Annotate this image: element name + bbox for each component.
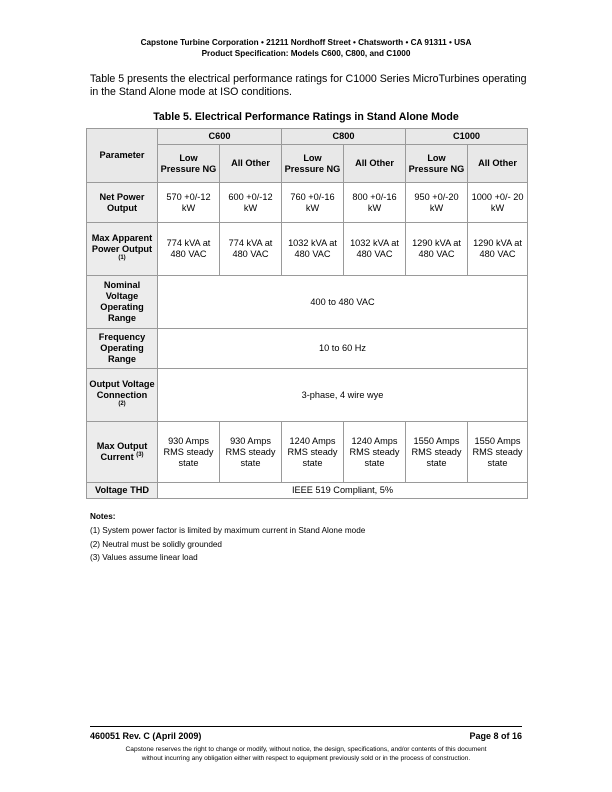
row-frequency	[87, 329, 528, 369]
table-cell: 1550 Amps RMS steady state	[468, 422, 528, 483]
group-header-c600: C600	[158, 129, 282, 145]
merged-value-cell: IEEE 519 Compliant, 5%	[158, 483, 528, 499]
subheader-c1000-low-pressure: Low Pressure NG	[406, 145, 468, 183]
notes-title: Notes:	[90, 512, 116, 521]
group-header-c800: C800	[282, 129, 406, 145]
table-cell: 1000 +0/- 20 kW	[468, 183, 528, 223]
subheader-c600-low-pressure: Low Pressure NG	[158, 145, 220, 183]
parameter-header: Parameter	[87, 129, 158, 183]
merged-value-cell: 3-phase, 4 wire wye	[158, 369, 528, 422]
table-cell: 800 +0/-16 kW	[344, 183, 406, 223]
row-label-text: Max Apparent Power Output	[91, 232, 153, 254]
header-product-line: Product Specification: Models C600, C800, and C1000	[201, 49, 411, 58]
table-cell: 570 +0/-12 kW	[158, 183, 220, 223]
row-label-output-voltage-connection	[87, 369, 158, 422]
row-label-frequency: Frequency Operating Range	[87, 329, 158, 369]
row-net-power-output	[87, 183, 528, 223]
footnote-ref-2: (2)	[118, 400, 126, 407]
footnote-ref-1: (1)	[118, 254, 126, 261]
subheader-c800-low-pressure: Low Pressure NG	[282, 145, 344, 183]
note-item: (3) Values assume linear load	[90, 553, 198, 563]
row-label-text: Output Voltage Connection	[89, 378, 155, 400]
header-company-line: Capstone Turbine Corporation • 21211 Nordhoff Street • Chatsworth • CA 91311 • USA	[140, 38, 472, 47]
table-cell: 774 kVA at 480 VAC	[220, 223, 282, 276]
page-header	[0, 37, 612, 59]
table-cell: 1550 Amps RMS steady state	[406, 422, 468, 483]
row-label-net-power: Net Power Output	[87, 183, 158, 223]
page-separator: of	[498, 731, 512, 741]
table-cell: 1290 kVA at 480 VAC	[406, 223, 468, 276]
merged-value-cell: 10 to 60 Hz	[158, 329, 528, 369]
footer-divider	[90, 726, 522, 727]
row-voltage-thd	[87, 483, 528, 499]
notes-section	[90, 510, 530, 565]
disclaimer-line: Capstone reserves the right to change or modify, without notice, the design, specifications, and/or contents of this document	[125, 746, 487, 753]
subheader-c800-all-other: All Other	[344, 145, 406, 183]
row-label-max-output-current	[87, 422, 158, 483]
page-label: Page	[469, 731, 494, 741]
note-item: (1) System power factor is limited by maximum current in Stand Alone mode	[90, 525, 366, 535]
intro-paragraph: Table 5 presents the electrical performance ratings for C1000 Series MicroTurbines operating in the Stand Alone mode at ISO conditions.	[90, 73, 527, 98]
table-cell: 930 Amps RMS steady state	[220, 422, 282, 483]
footnote-ref-3: (3)	[136, 451, 144, 458]
row-label-text: Max Output Current	[96, 441, 148, 462]
page-total: 16	[511, 731, 522, 741]
table-cell: 930 Amps RMS steady state	[158, 422, 220, 483]
row-label-max-apparent-power	[87, 223, 158, 276]
footer-disclaimer	[90, 745, 522, 763]
table-cell: 1240 Amps RMS steady state	[282, 422, 344, 483]
table-cell: 774 kVA at 480 VAC	[158, 223, 220, 276]
row-nominal-voltage	[87, 276, 528, 329]
footer-page-number	[469, 731, 522, 741]
merged-value-cell: 400 to 480 VAC	[158, 276, 528, 329]
row-max-apparent-power	[87, 223, 528, 276]
disclaimer-line: without incurring any obligation either with respect to equipment previously sold or in the process of construction.	[141, 755, 471, 762]
row-output-voltage-connection	[87, 369, 528, 422]
table-cell: 760 +0/-16 kW	[282, 183, 344, 223]
group-header-c1000: C1000	[406, 129, 528, 145]
footer-doc-id: 460051 Rev. C (April 2009)	[90, 731, 202, 741]
electrical-ratings-table	[86, 128, 528, 499]
row-label-nominal-voltage: Nominal Voltage Operating Range	[87, 276, 158, 329]
table-cell: 950 +0/-20 kW	[406, 183, 468, 223]
table-cell: 1032 kVA at 480 VAC	[344, 223, 406, 276]
table-cell: 1032 kVA at 480 VAC	[282, 223, 344, 276]
page-current: 8	[493, 731, 499, 741]
subheader-c1000-all-other: All Other	[468, 145, 528, 183]
row-max-output-current	[87, 422, 528, 483]
note-item: (2) Neutral must be solidly grounded	[90, 539, 222, 549]
table-cell: 1240 Amps RMS steady state	[344, 422, 406, 483]
table-title: Table 5. Electrical Performance Ratings in Stand Alone Mode	[153, 111, 459, 123]
table-cell: 1290 kVA at 480 VAC	[468, 223, 528, 276]
row-label-voltage-thd: Voltage THD	[87, 483, 158, 499]
table-cell: 600 +0/-12 kW	[220, 183, 282, 223]
table-group-header-row	[87, 129, 528, 145]
subheader-c600-all-other: All Other	[220, 145, 282, 183]
